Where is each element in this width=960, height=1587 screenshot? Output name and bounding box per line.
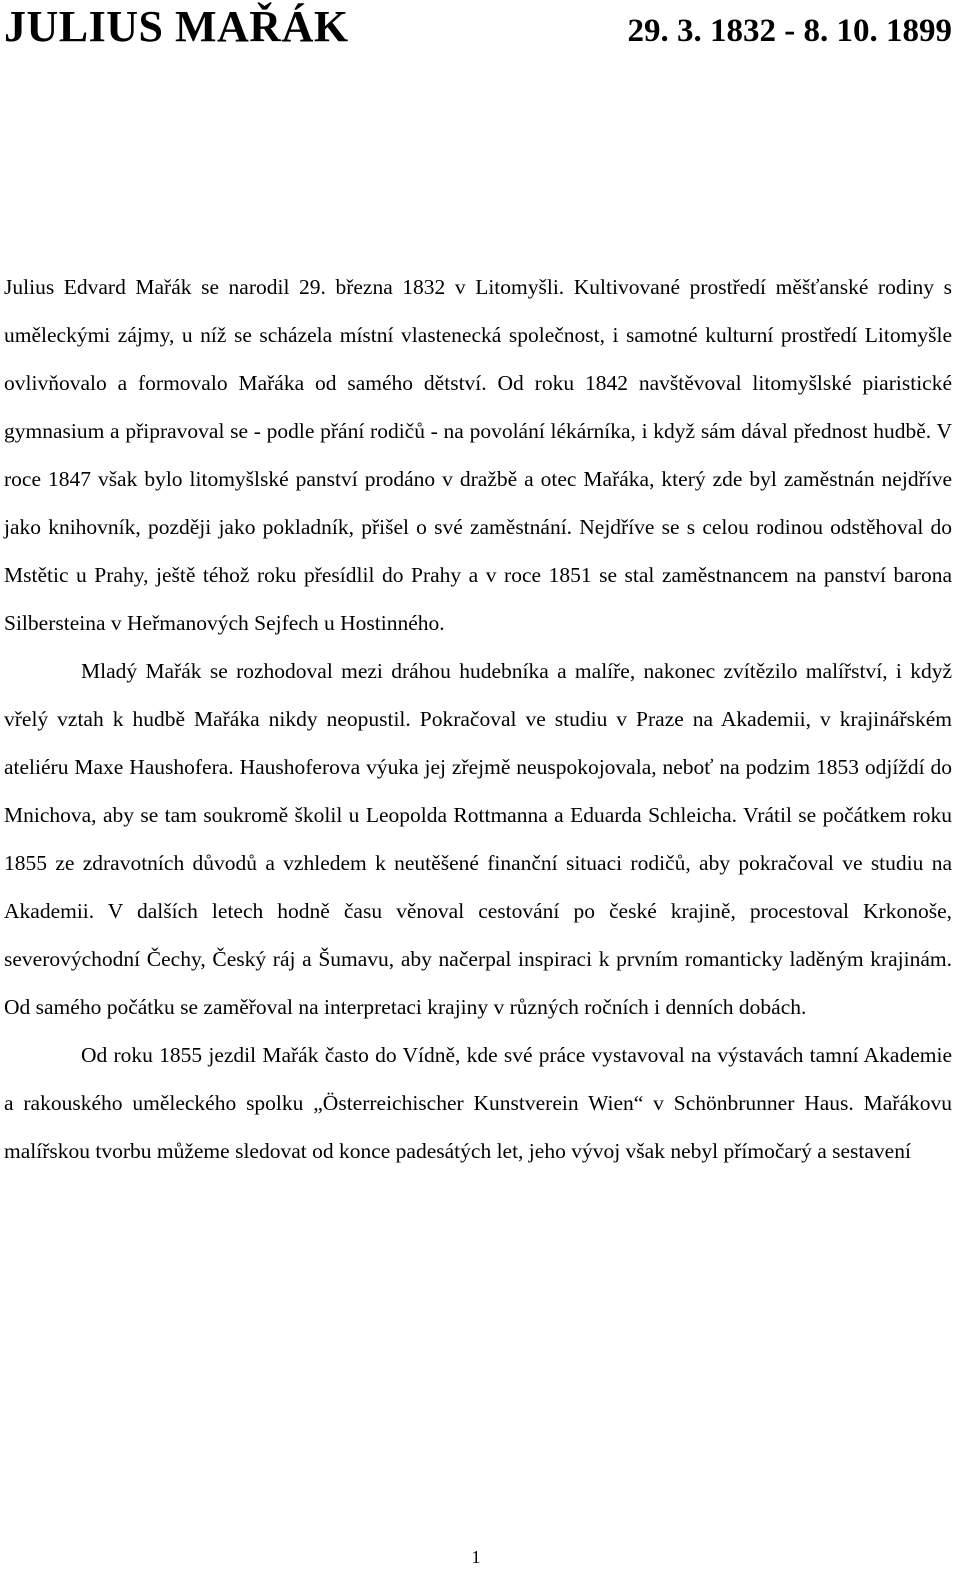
life-dates: 29. 3. 1832 - 8. 10. 1899 xyxy=(627,13,952,49)
paragraph-2: Mladý Mařák se rozhodoval mezi dráhou hudebníka a malíře, nakonec zvítězilo malířství, i když vřelý vztah k hudbě Mařáka nikdy neopustil. Pokračoval ve studiu v Praze na Akademii, v krajinářském ateliéru Maxe Haushofera. Haushoferova výuka jej zřejmě neuspokojovala, neboť na podzim 1853 odjíždí do Mnichova, aby se tam soukromě školil u Leopolda Rottmanna a Eduarda Schleicha. Vrátil se počátkem roku 1855 ze zdravotních důvodů a vzhledem k neutěšené finanční situaci rodičů, aby pokračoval ve studiu na Akademii. V dalších letech hodně času věnoval cestování po české krajině, procestoval Krkonoše, severovýchodní Čechy, Český ráj a Šumavu, aby načerpal inspiraci k prvním romanticky laděným krajinám. Od samého počátku se zaměřoval na interpretaci krajiny v různých ročních i denních dobách. xyxy=(4,659,952,1019)
biography-text xyxy=(4,263,952,1175)
page-number: 1 xyxy=(471,1547,481,1567)
paragraph-3: Od roku 1855 jezdil Mařák často do Vídně, kde své práce vystavoval na výstavách tamní Akademie a rakouského uměleckého spolku „Österreichischer Kunstverein Wien“ v Schönbrunner Haus. Mařákovu malířskou tvorbu můžeme sledovat od konce padesátých let, jeho vývoj však nebyl přímočarý a sestavení xyxy=(4,1043,952,1163)
paragraph-1: Julius Edvard Mařák se narodil 29. března 1832 v Litomyšli. Kultivované prostředí měšťanské rodiny s uměleckými zájmy, u níž se scházela místní vlastenecká společnost, i samotné kulturní prostředí Litomyšle ovlivňovalo a formovalo Mařáka od samého dětství. Od roku 1842 navštěvoval litomyšlské piaristické gymnasium a připravoval se - podle přání rodičů - na povolání lékárníka, i když sám dával přednost hudbě. V roce 1847 však bylo litomyšlské panství prodáno v dražbě a otec Mařáka, který zde byl zaměstnán nejdříve jako knihovník, později jako pokladník, přišel o své zaměstnání. Nejdříve se s celou rodinou odstěhoval do Mstětic u Prahy, ještě téhož roku přesídlil do Prahy a v roce 1851 se stal zaměstnancem na panství barona Silbersteina v Heřmanových Sejfech u Hostinného. xyxy=(4,275,952,635)
page-header xyxy=(4,2,952,52)
page-title: JULIUS MAŘÁK xyxy=(4,2,349,51)
